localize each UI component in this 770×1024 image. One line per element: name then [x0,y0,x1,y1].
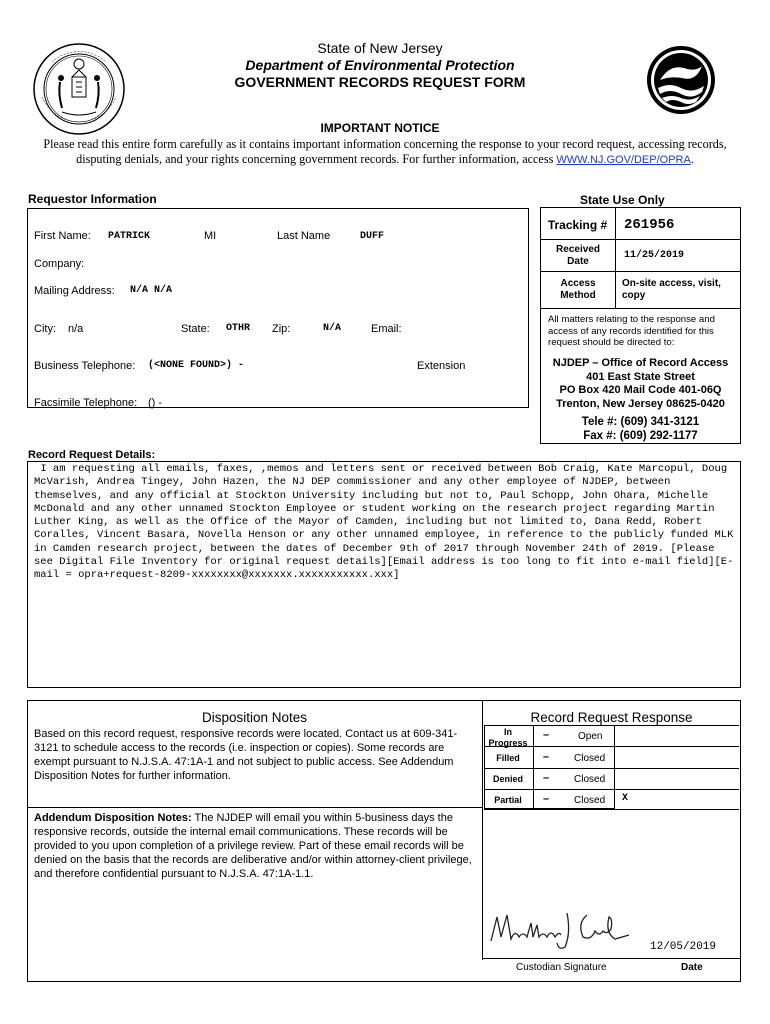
status-in-progress-label: In Progress [488,727,528,748]
addendum-body: The NJDEP will email you within 5-business days the responsive records, outside the internal email communications. These records will be provided to you upon completion of a privilege review. Part of these email records will be denied on the basis that the records are deliberative and/or within attorney-client privilege, and therefore confidential pursuant to N.J.S.A. 47:1A-1.1. [34,812,472,880]
divider [482,700,483,960]
business-tel-value[interactable]: (<NONE FOUND>) - [148,360,245,371]
state-value[interactable]: OTHR [226,323,251,334]
access-label: Access Method [560,278,596,301]
divider [615,207,616,308]
status-filled-label: Filled [496,753,520,763]
divider [484,789,739,790]
tracking-label: Tracking # [547,218,608,232]
extension-label: Extension [417,360,466,372]
city-label: City: [34,323,56,335]
matters-text: All matters relating to the response and access of any records identified for this request should be directed to: [548,314,715,348]
divider [540,308,741,309]
tracking-value: 261956 [624,217,675,233]
received-label: Received Date [556,244,600,267]
divider [615,725,739,726]
city-value[interactable]: n/a [68,323,84,335]
addendum-label: Addendum Disposition Notes: [34,812,192,824]
email-label: Email: [371,323,402,335]
status-filled-value: Closed [574,753,606,764]
department-title: Department of Environmental Protection [245,57,515,73]
status-partial-mark[interactable]: X [622,793,629,804]
access-value: On-site access, visit, copy [622,278,721,301]
custodian-signature [487,903,637,953]
opra-link[interactable]: WWW.NJ.GOV/DEP/OPRA [556,154,691,166]
office-tel: Tele #: (609) 341-3121 [581,416,700,428]
signature-date: 12/05/2019 [650,941,717,953]
status-partial-value: Closed [574,795,606,806]
details-text[interactable]: I am requesting all emails, faxes, ,memos and letters sent or received between Bob Craig, Kate Marcopul, Doug McVarish, Andrea Tingey, John Hazen, the NJ DEP commissioner and any other employee of NJDEP, between themselves, and any official at Stockton University including but not to, Paul Schopp, John Ohara, Michelle McDonald and any other unnamed Stockton Employee or student working on the research project regarding Martin Luther King, as well as the Office of the Mayor of Camden, including but not limited to, Dana Redd, Robert Coralles, Vincent Basara, Novella Henson or any other unnamed employee, in reference to the publicly funded MLK in Camden research project, between the dates of December 9th of 2017 through November 24th of 2019. [Please see Digital File Inventory for original request details][Email address is too long to fit into e-mail field][E-mail = opra+request-8209-xxxxxxxx@xxxxxxx.xxxxxxxxxxx.xxx] [34,463,740,582]
divider [484,768,739,769]
disposition-text: Based on this record request, responsive records were located. Contact us at 609-341-3121 to schedule access to the records (i.e. inspection or copies). Some records are exempt pursuant to N.J.S.A. 47:1A-1 and not subject to public access. See Addendum Disposition Notes for further information. [34,728,458,782]
fax-label: Facsimile Telephone: [34,397,138,409]
divider [484,809,739,810]
status-denied-value: Closed [574,774,606,785]
zip-label: Zip: [272,323,291,335]
last-name-value[interactable]: DUFF [360,231,385,242]
state-label: State: [181,323,210,335]
addendum-text [34,811,474,881]
response-title: Record Request Response [530,710,693,725]
form-title: GOVERNMENT RECORDS REQUEST FORM [234,74,526,90]
disposition-title: Disposition Notes [201,710,308,725]
mailing-value[interactable]: N/A N/A [130,285,173,296]
notice-title: IMPORTANT NOTICE [320,121,440,135]
state-use-title: State Use Only [580,193,665,207]
divider [533,725,534,809]
mi-label: MI [204,230,217,242]
mailing-label: Mailing Address: [34,285,115,297]
company-label: Company: [34,258,85,270]
office-street: 401 East State Street [586,371,695,383]
nj-state-seal [32,42,126,136]
notice-end: . [690,152,694,166]
fax-value[interactable]: () - [148,397,163,409]
dep-logo [644,42,718,118]
status-dash: – [543,751,550,763]
requestor-section-title: Requestor Information [28,192,157,206]
status-dash: – [543,729,550,741]
zip-value[interactable]: N/A [323,323,342,334]
business-tel-label: Business Telephone: [34,360,136,372]
office-name: NJDEP – Office of Record Access [552,357,729,369]
divider [540,239,741,240]
divider [540,271,741,272]
status-dash: – [543,772,550,784]
signature-label: Custodian Signature [516,962,607,973]
last-name-label: Last Name [277,230,331,242]
office-city: Trenton, New Jersey 08625-0420 [556,398,725,410]
status-in-progress-value: Open [578,731,603,742]
status-partial-label: Partial [494,795,522,805]
status-dash: – [543,793,550,805]
divider [482,958,741,959]
notice-body: Please read this entire form carefully as it contains important information concerning the response to your record request, accessing records, disputing denials, and your rights concerning government records. For further information, access [43,137,727,166]
state-title: State of New Jersey [317,40,443,56]
status-denied-label: Denied [492,774,523,784]
office-po: PO Box 420 Mail Code 401-06Q [559,384,722,396]
details-title: Record Request Details: [28,449,156,461]
date-label: Date [681,962,703,973]
received-value: 11/25/2019 [624,250,685,261]
notice-text [22,137,748,168]
first-name-value[interactable]: PATRICK [108,231,151,242]
first-name-label: First Name: [34,230,91,242]
divider [27,807,482,808]
office-fax: Fax #: (609) 292-1177 [583,430,698,442]
